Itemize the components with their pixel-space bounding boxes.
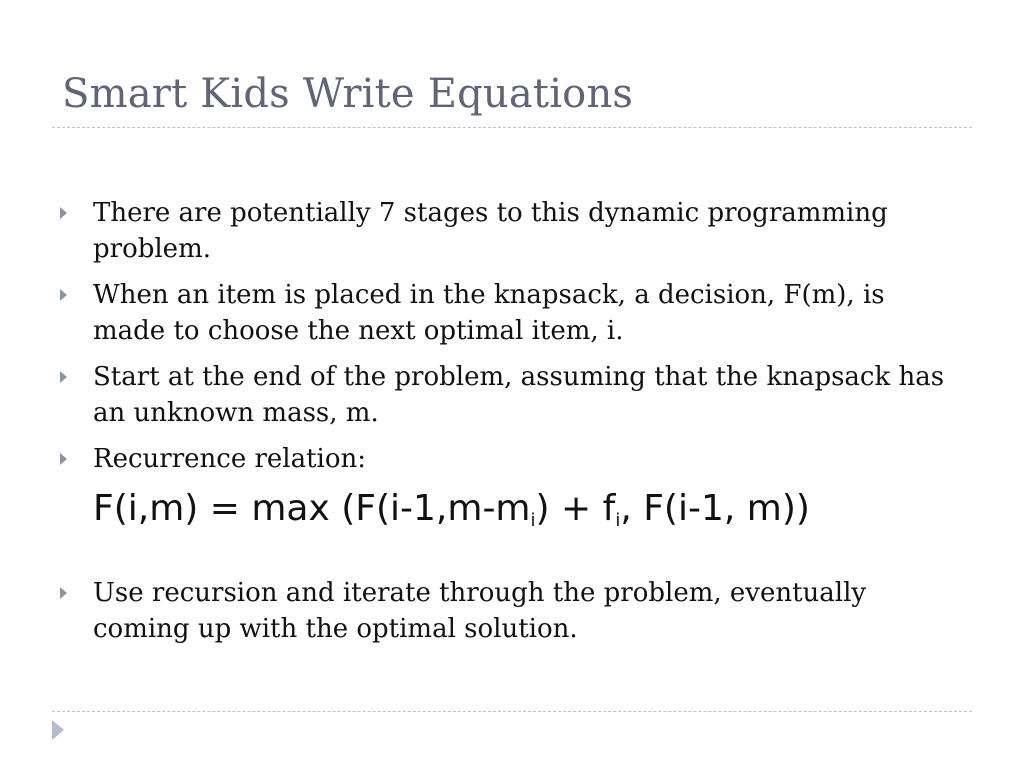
equation-part-3: , F(i-1, m)) (620, 488, 810, 529)
bullet-item (60, 195, 960, 267)
equation-part-1: F(i,m) = max (F(i-1,m-m (93, 488, 531, 529)
slide-title: Smart Kids Write Equations (62, 71, 634, 117)
bullet-item (60, 277, 960, 349)
recurrence-equation (60, 487, 960, 531)
title-divider (52, 127, 972, 128)
triangle-right-icon (60, 453, 67, 465)
bullet-text: There are potentially 7 stages to this dynamic programming problem. (93, 198, 888, 264)
equation-part-2: ) + f (535, 488, 616, 529)
triangle-right-icon (60, 371, 67, 383)
bullet-text: Start at the end of the problem, assuming that the knapsack has an unknown mass, m. (93, 362, 945, 428)
triangle-right-icon (60, 207, 67, 219)
bullet-item (60, 359, 960, 431)
triangle-right-icon (60, 289, 67, 301)
bullet-text: Recurrence relation: (93, 444, 367, 474)
bullet-item (60, 441, 960, 477)
play-icon[interactable] (52, 720, 64, 740)
equation-subscript-2: i (615, 510, 621, 531)
bullet-text: When an item is placed in the knapsack, a decision, F(m), is made to choose the next optimal item, i. (93, 280, 885, 346)
slide-content (60, 195, 960, 657)
bullet-text: Use recursion and iterate through the problem, eventually coming up with the optimal solution. (93, 578, 867, 644)
footer-divider (52, 711, 972, 712)
bullet-item (60, 575, 960, 647)
triangle-right-icon (60, 587, 67, 599)
equation-subscript-1: i (530, 510, 536, 531)
